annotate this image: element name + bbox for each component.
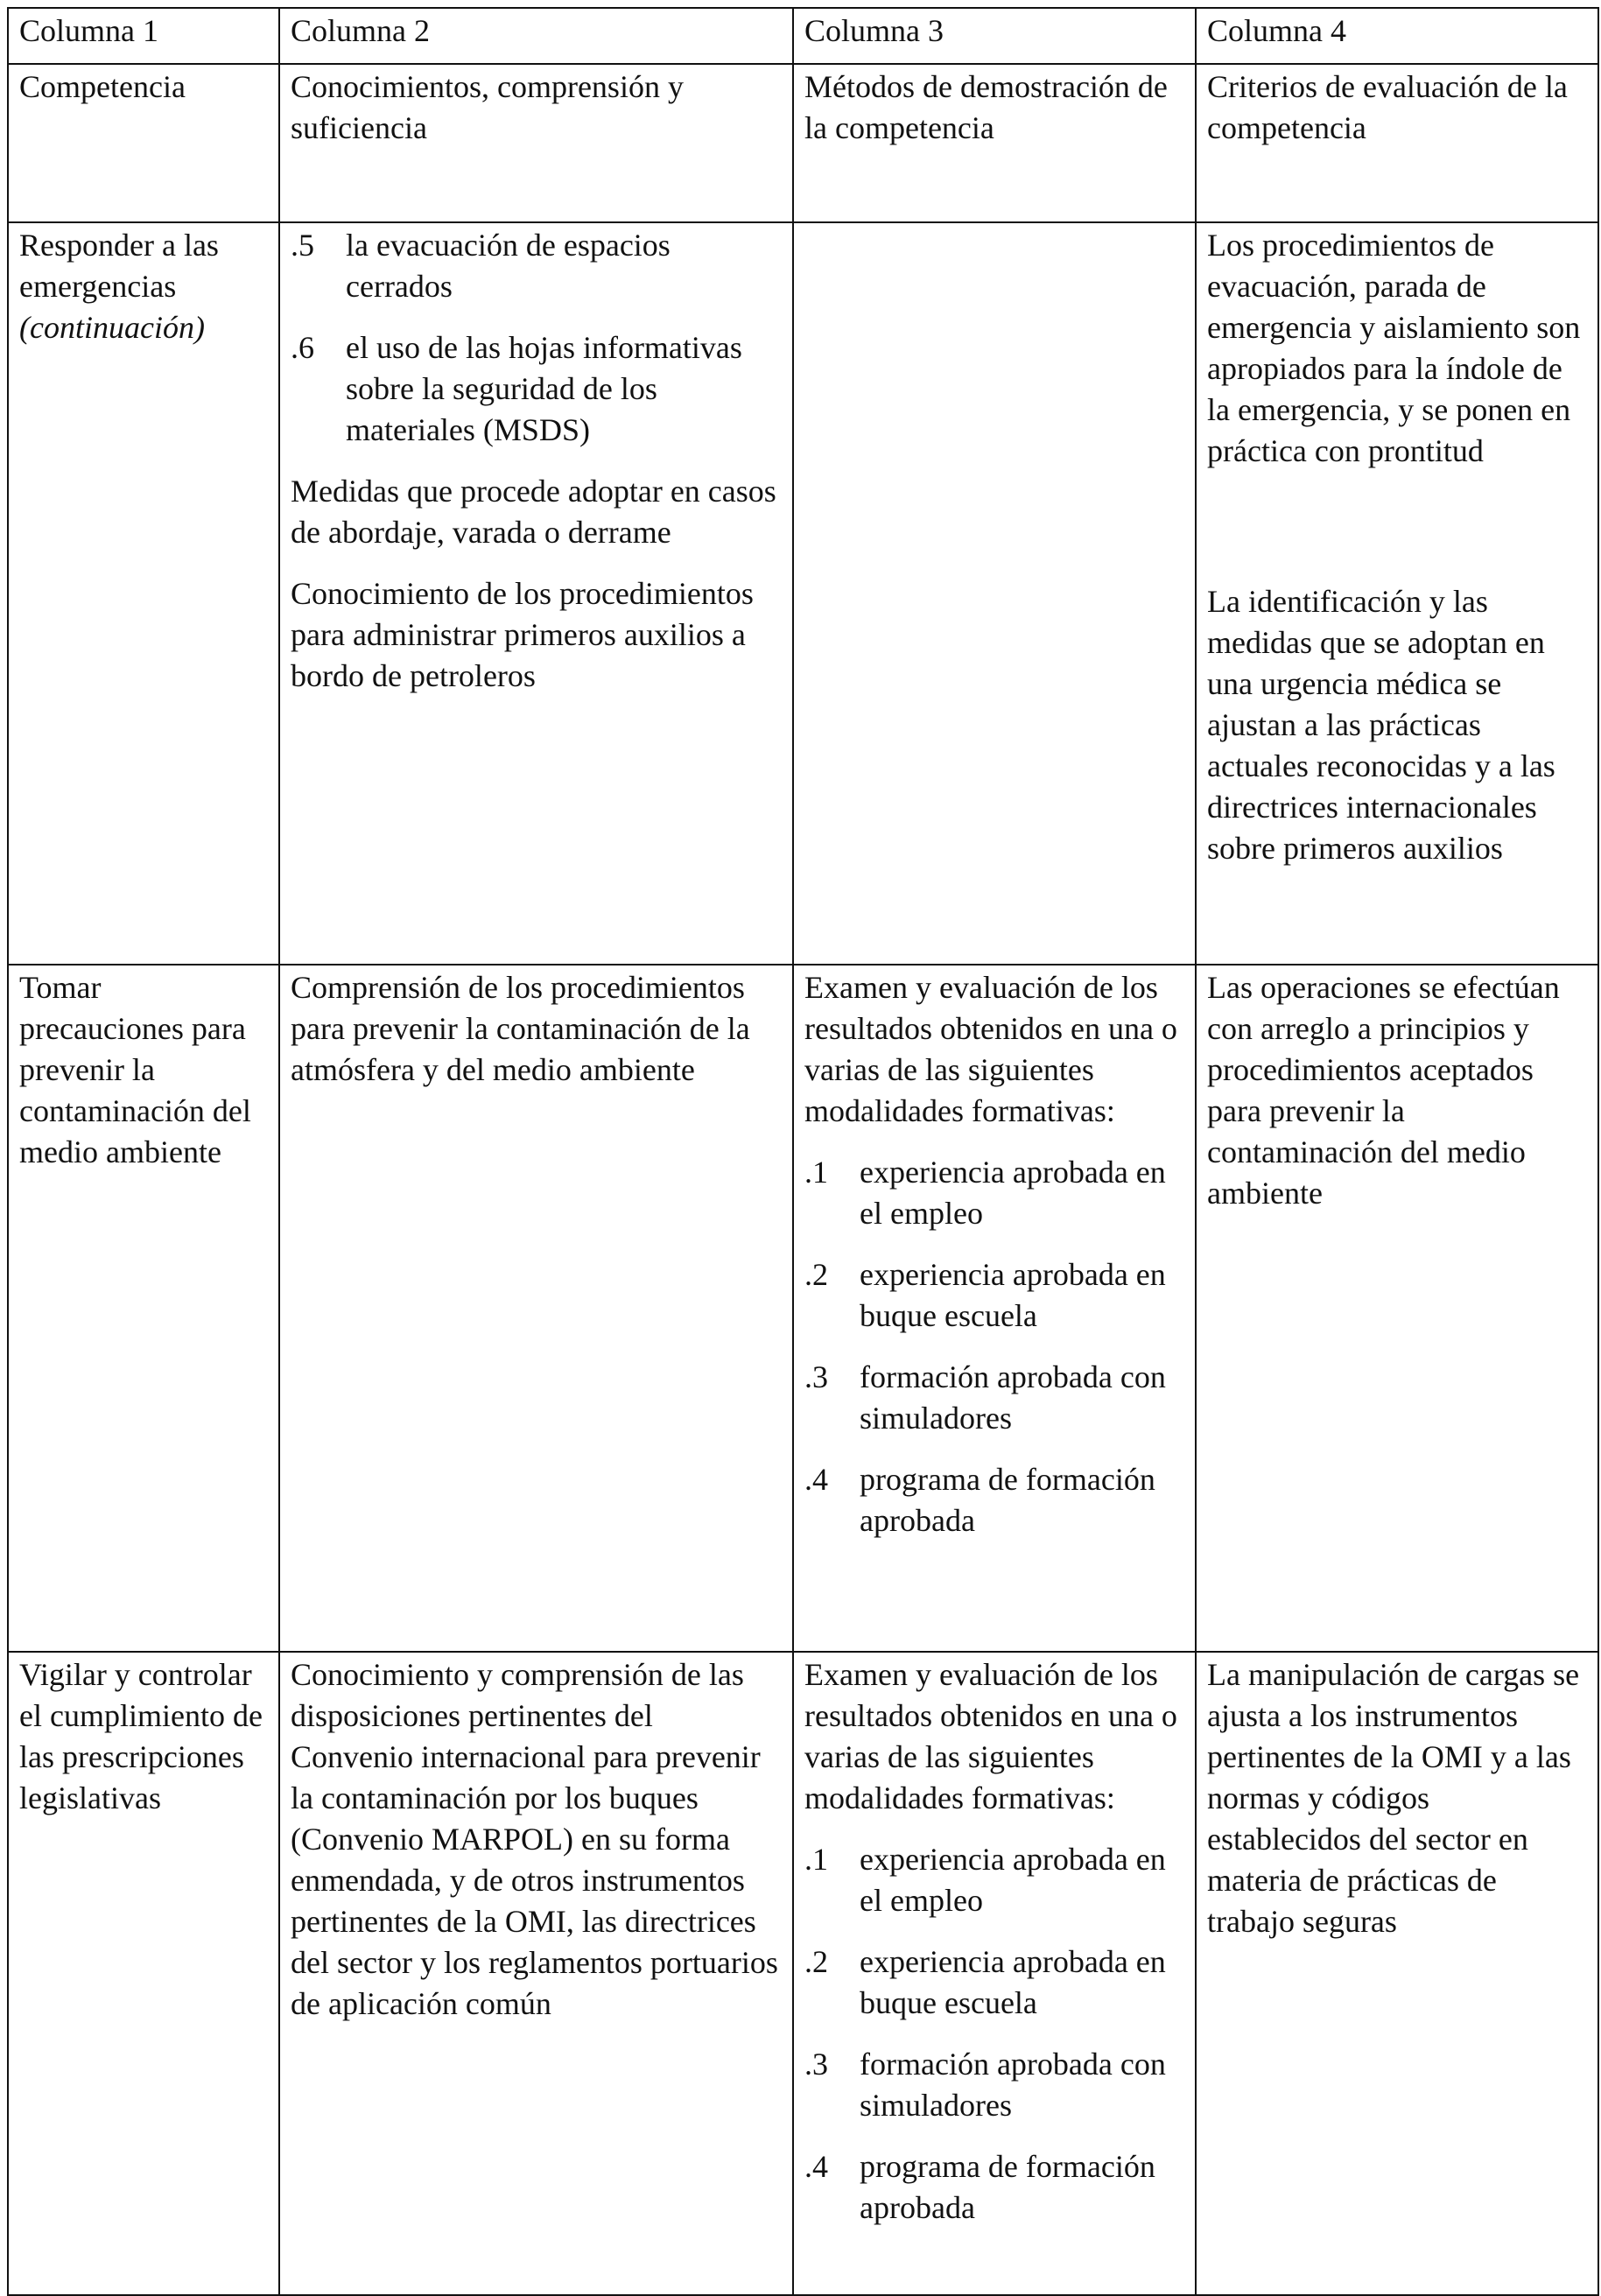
item-text: el uso de las hojas informativas sobre la seguridad de los materiales (MSDS) (346, 330, 742, 447)
list-item (804, 1839, 1184, 1921)
item-number: .3 (804, 1359, 828, 1394)
criteria-paragraph: Los procedimientos de evacuación, parada de emergencia y aislamiento son apropiados para la índole de la emergencia, y se ponen en práctica con prontitud (1207, 228, 1581, 468)
item-text: experiencia aprobada en el empleo (860, 1155, 1166, 1231)
column-heading-row (8, 64, 1598, 222)
methods-cell (793, 1652, 1196, 2295)
list-item (804, 1459, 1184, 1541)
list-item (804, 1941, 1184, 2024)
competence-table (7, 7, 1599, 2296)
competence-cell (8, 222, 279, 965)
criteria-cell: Las operaciones se efectúan con arreglo a principios y procedimientos aceptados para prevenir la contaminación del medio ambiente (1196, 965, 1598, 1652)
knowledge-cell (279, 222, 793, 965)
competence-cell: Tomar precauciones para prevenir la contaminación del medio ambiente (8, 965, 279, 1652)
criteria-cell (1196, 222, 1598, 965)
methods-cell (793, 222, 1196, 965)
list-item (291, 327, 782, 451)
list-item (291, 225, 782, 307)
competence-text: Responder a las emergencias (19, 228, 219, 304)
item-number: .3 (804, 2047, 828, 2082)
item-text: programa de formación aprobada (860, 2149, 1155, 2225)
item-text: formación aprobada con simuladores (860, 1359, 1166, 1436)
list-item (804, 2146, 1184, 2229)
knowledge-cell: Comprensión de los procedimientos para prevenir la contaminación de la atmósfera y del medio ambiente (279, 965, 793, 1652)
item-number: .4 (804, 2149, 828, 2184)
item-number: .5 (291, 228, 314, 263)
heading-knowledge: Conocimientos, comprensión y suficiencia (279, 64, 793, 222)
column-4-label: Columna 4 (1196, 8, 1598, 64)
column-3-label: Columna 3 (793, 8, 1196, 64)
item-text: la evacuación de espacios cerrados (346, 228, 671, 304)
item-text: formación aprobada con simuladores (860, 2047, 1166, 2123)
knowledge-cell: Conocimiento y comprensión de las disposiciones pertinentes del Convenio internacional para prevenir la contaminación por los buques (Convenio MARPOL) en su forma enmendada, y de otros instrumentos pertinentes de la OMI, las directrices del sector y los reglamentos portuarios de aplicación común (279, 1652, 793, 2295)
list-item (804, 1152, 1184, 1234)
knowledge-paragraph: Conocimiento de los procedimientos para administrar primeros auxilios a bordo de petroleros (291, 576, 754, 693)
competence-note: (continuación) (19, 310, 205, 345)
heading-criteria: Criterios de evaluación de la competencia (1196, 64, 1598, 222)
item-text: programa de formación aprobada (860, 1462, 1155, 1538)
item-text: experiencia aprobada en buque escuela (860, 1257, 1166, 1333)
heading-competence: Competencia (8, 64, 279, 222)
table-row (8, 1652, 1598, 2295)
criteria-cell: La manipulación de cargas se ajusta a los instrumentos pertinentes de la OMI y a las normas y códigos establecidos del sector en materia de prácticas de trabajo seguras (1196, 1652, 1598, 2295)
table-row (8, 965, 1598, 1652)
list-item (804, 1254, 1184, 1337)
item-number: .6 (291, 330, 314, 365)
methods-intro: Examen y evaluación de los resultados obtenidos en una o varias de las siguientes modalidades formativas: (804, 1657, 1177, 1815)
item-number: .1 (804, 1842, 828, 1877)
item-text: experiencia aprobada en buque escuela (860, 1944, 1166, 2020)
table-row (8, 222, 1598, 965)
competence-cell: Vigilar y controlar el cumplimiento de las prescripciones legislativas (8, 1652, 279, 2295)
item-number: .2 (804, 1944, 828, 1979)
item-text: experiencia aprobada en el empleo (860, 1842, 1166, 1918)
heading-methods: Métodos de demostración de la competencia (793, 64, 1196, 222)
methods-cell (793, 965, 1196, 1652)
column-1-label: Columna 1 (8, 8, 279, 64)
methods-intro: Examen y evaluación de los resultados obtenidos en una o varias de las siguientes modalidades formativas: (804, 970, 1177, 1128)
criteria-paragraph: La identificación y las medidas que se adoptan en una urgencia médica se ajustan a las prácticas actuales reconocidas y a las directrices internacionales sobre primeros auxilios (1207, 584, 1555, 866)
item-number: .4 (804, 1462, 828, 1497)
item-number: .1 (804, 1155, 828, 1190)
list-item (804, 2044, 1184, 2126)
column-2-label: Columna 2 (279, 8, 793, 64)
column-number-row (8, 8, 1598, 64)
list-item (804, 1357, 1184, 1439)
knowledge-paragraph: Medidas que procede adoptar en casos de abordaje, varada o derrame (291, 474, 776, 550)
item-number: .2 (804, 1257, 828, 1292)
